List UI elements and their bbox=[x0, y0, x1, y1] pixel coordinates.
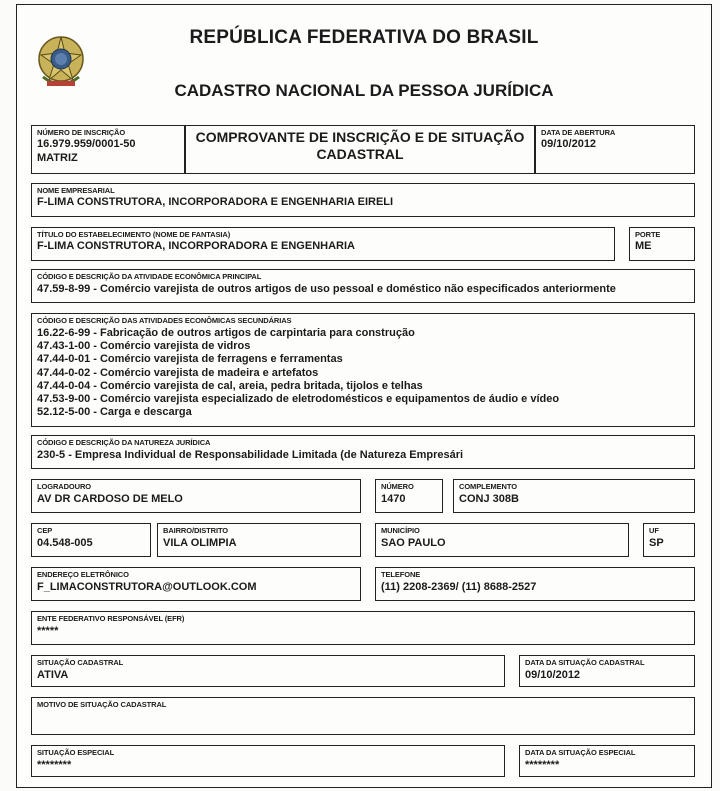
list-item: 47.44-0-01 - Comércio varejista de ferragens e ferramentas bbox=[37, 353, 343, 366]
efr-value: ***** bbox=[37, 625, 59, 637]
numero-field bbox=[375, 479, 443, 513]
data-situacao-value: 09/10/2012 bbox=[525, 669, 581, 681]
data-situacao-field bbox=[519, 655, 695, 687]
registry-heading: CADASTRO NACIONAL DA PESSOA JURÍDICA bbox=[174, 81, 554, 100]
cnpj-document bbox=[16, 4, 712, 788]
list-item: 47.53-9-00 - Comércio varejista especializado de eletrodomésticos e equipamentos de áudio e vídeo bbox=[37, 393, 560, 406]
list-item: 47.44-0-02 - Comércio varejista de madeira e artefatos bbox=[37, 366, 319, 379]
porte-value: ME bbox=[635, 240, 652, 252]
atividade-principal-value: 47.59-8-99 - Comércio varejista de outros artigos de uso pessoal e doméstico não especificados anteriormente bbox=[37, 283, 616, 295]
field-label: ENTE FEDERATIVO RESPONSÁVEL (EFR) bbox=[37, 614, 185, 623]
field-label: ENDEREÇO ELETRÔNICO bbox=[37, 570, 129, 579]
email-field bbox=[31, 567, 361, 601]
nome-empresarial-field bbox=[31, 183, 695, 217]
list-item: 47.43-1-00 - Comércio varejista de vidros bbox=[37, 340, 251, 353]
situacao-value: ATIVA bbox=[37, 669, 69, 681]
natureza-juridica-field bbox=[31, 435, 695, 469]
abertura-field bbox=[535, 125, 695, 174]
field-label: MUNICÍPIO bbox=[381, 526, 420, 535]
document-title-box bbox=[185, 125, 535, 174]
cep-field bbox=[31, 523, 151, 557]
cep-value: 04.548-005 bbox=[37, 537, 93, 549]
bairro-value: VILA OLIMPIA bbox=[163, 537, 237, 549]
atividade-principal-field bbox=[31, 269, 695, 303]
email-value: F_LIMACONSTRUTORA@OUTLOOK.COM bbox=[37, 581, 257, 593]
complemento-field bbox=[453, 479, 695, 513]
porte-field bbox=[629, 227, 695, 261]
telefone-field bbox=[375, 567, 695, 601]
situacao-especial-field bbox=[31, 745, 505, 777]
field-label: MOTIVO DE SITUAÇÃO CADASTRAL bbox=[37, 700, 167, 709]
situacao-especial-value: ******** bbox=[37, 759, 72, 771]
field-label: COMPLEMENTO bbox=[459, 482, 517, 491]
atividades-secundarias-list bbox=[37, 327, 559, 419]
field-label: CÓDIGO E DESCRIÇÃO DA NATUREZA JURÍDICA bbox=[37, 438, 211, 447]
field-label: TÍTULO DO ESTABELECIMENTO (NOME DE FANTASIA) bbox=[37, 230, 231, 239]
field-label: DATA DA SITUAÇÃO CADASTRAL bbox=[525, 658, 645, 667]
municipio-field bbox=[375, 523, 629, 557]
field-label: LOGRADOURO bbox=[37, 482, 91, 491]
natureza-juridica-value: 230-5 - Empresa Individual de Responsabilidade Limitada (de Natureza Empresári bbox=[37, 449, 464, 461]
situacao-field bbox=[31, 655, 505, 687]
field-label: SITUAÇÃO ESPECIAL bbox=[37, 748, 115, 757]
field-label: PORTE bbox=[635, 230, 661, 239]
inscricao-field bbox=[31, 125, 185, 174]
field-label: NÚMERO DE INSCRIÇÃO bbox=[37, 128, 126, 137]
field-label: CEP bbox=[37, 526, 53, 535]
telefone-value: (11) 2208-2369/ (11) 8688-2527 bbox=[381, 581, 537, 593]
bairro-field bbox=[157, 523, 361, 557]
field-label: SITUAÇÃO CADASTRAL bbox=[37, 658, 124, 667]
field-label: UF bbox=[649, 526, 659, 535]
logradouro-field bbox=[31, 479, 361, 513]
data-situacao-especial-value: ******** bbox=[525, 759, 560, 771]
field-label: CÓDIGO E DESCRIÇÃO DAS ATIVIDADES ECONÔMICAS SECUNDÁRIAS bbox=[37, 316, 292, 325]
numero-value: 1470 bbox=[381, 493, 406, 505]
atividades-secundarias-field bbox=[31, 313, 695, 427]
country-heading: REPÚBLICA FEDERATIVA DO BRASIL bbox=[189, 27, 539, 48]
field-label: DATA DE ABERTURA bbox=[541, 128, 616, 137]
document-title-line1: COMPROVANTE DE INSCRIÇÃO E DE SITUAÇÃO bbox=[195, 129, 525, 145]
document-title-line2: CADASTRAL bbox=[316, 146, 404, 162]
nome-empresarial-value: F-LIMA CONSTRUTORA, INCORPORADORA E ENGENHARIA EIRELI bbox=[37, 196, 394, 208]
field-label: TELEFONE bbox=[381, 570, 421, 579]
titulo-field bbox=[31, 227, 615, 261]
data-situacao-especial-field bbox=[519, 745, 695, 777]
inscricao-value: 16.979.959/0001-50 bbox=[37, 138, 136, 150]
list-item: 16.22-6-99 - Fabricação de outros artigos de carpintaria para construção bbox=[37, 327, 415, 339]
inscricao-type: MATRIZ bbox=[37, 152, 78, 164]
field-label: NOME EMPRESARIAL bbox=[37, 186, 115, 195]
document-title bbox=[190, 129, 530, 163]
uf-value: SP bbox=[649, 537, 664, 549]
abertura-value: 09/10/2012 bbox=[541, 138, 597, 150]
titulo-value: F-LIMA CONSTRUTORA, INCORPORADORA E ENGENHARIA bbox=[37, 240, 355, 252]
field-label: CÓDIGO E DESCRIÇÃO DA ATIVIDADE ECONÔMICA PRINCIPAL bbox=[37, 272, 262, 281]
field-label: NÚMERO bbox=[381, 482, 414, 491]
field-label: BAIRRO/DISTRITO bbox=[163, 526, 229, 535]
list-item: 52.12-5-00 - Carga e descarga bbox=[37, 406, 192, 419]
motivo-field bbox=[31, 697, 695, 735]
complemento-value: CONJ 308B bbox=[459, 493, 519, 505]
municipio-value: SAO PAULO bbox=[381, 537, 446, 549]
efr-field bbox=[31, 611, 695, 645]
logradouro-value: AV DR CARDOSO DE MELO bbox=[37, 493, 183, 505]
uf-field bbox=[643, 523, 695, 557]
field-label: DATA DA SITUAÇÃO ESPECIAL bbox=[525, 748, 636, 757]
list-item: 47.44-0-04 - Comércio varejista de cal, areia, pedra britada, tijolos e telhas bbox=[37, 379, 423, 392]
